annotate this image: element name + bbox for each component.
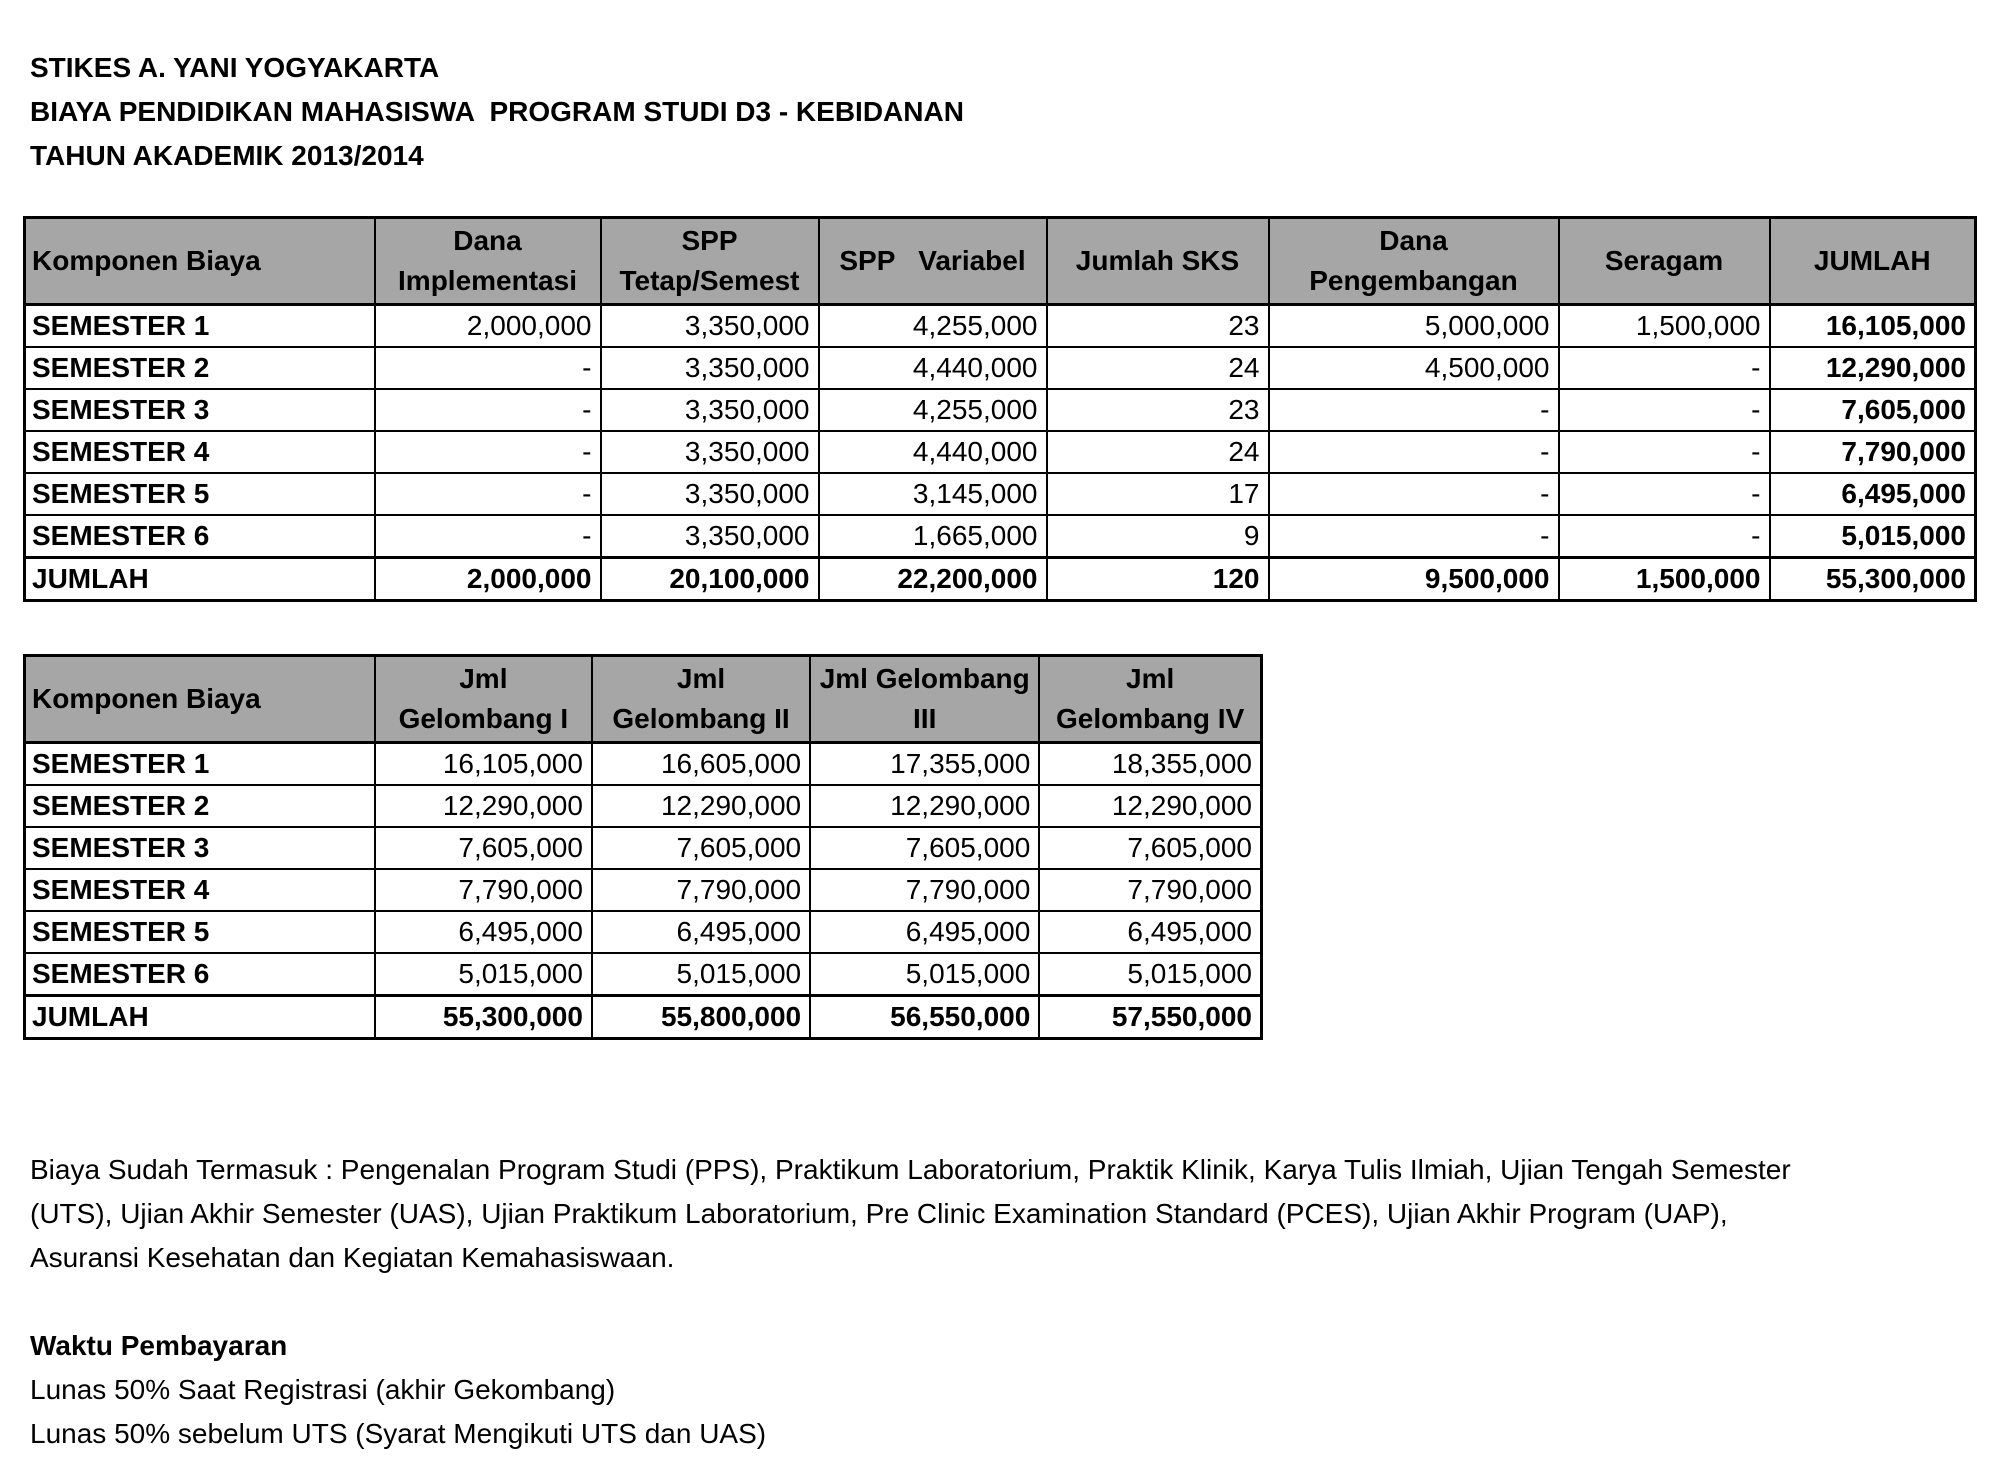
cell-seragam: - [1559,473,1770,515]
cell-gelombang-3: 6,495,000 [810,911,1039,953]
cell-gelombang-1: 12,290,000 [375,785,592,827]
cell-jumlah-sks: 23 [1047,305,1269,348]
cell-gelombang-3: 7,790,000 [810,869,1039,911]
table-total-row [25,558,1976,601]
header-gelombang-1: Jml Gelombang I [375,656,592,743]
header-komponen-biaya: Komponen Biaya [25,656,375,743]
total-gelombang-4: 57,550,000 [1039,996,1261,1039]
cell-gelombang-2: 7,790,000 [592,869,810,911]
cell-jumlah: 6,495,000 [1770,473,1976,515]
cell-jumlah: 7,790,000 [1770,431,1976,473]
table-row [25,347,1976,389]
total-label: JUMLAH [25,996,375,1039]
cell-spp-variabel: 4,255,000 [819,305,1047,348]
cell-gelombang-4: 18,355,000 [1039,743,1261,786]
header-spp-tetap: SPP Tetap/Semest [601,218,819,305]
cell-gelombang-2: 7,605,000 [592,827,810,869]
cell-spp-tetap: 3,350,000 [601,347,819,389]
row-label: SEMESTER 4 [25,869,375,911]
note-line: (UTS), Ujian Akhir Semester (UAS), Ujian Praktikum Laboratorium, Pre Clinic Examination Standard (PCES), Ujian Akhir Program (UAP), [30,1198,1728,1229]
row-label: SEMESTER 5 [25,911,375,953]
note-line: Asuransi Kesehatan dan Kegiatan Kemahasiswaan. [30,1242,675,1273]
cell-spp-variabel: 4,255,000 [819,389,1047,431]
total-gelombang-1: 55,300,000 [375,996,592,1039]
row-label: SEMESTER 3 [25,827,375,869]
cell-jumlah: 12,290,000 [1770,347,1976,389]
cell-jumlah-sks: 9 [1047,515,1269,558]
cell-gelombang-3: 17,355,000 [810,743,1039,786]
cell-spp-tetap: 3,350,000 [601,305,819,348]
cell-spp-tetap: 3,350,000 [601,389,819,431]
table-row [25,743,1262,786]
wave-totals-table [23,654,1263,1040]
cell-jumlah-sks: 17 [1047,473,1269,515]
cell-dana-implementasi: - [375,389,601,431]
cell-gelombang-1: 5,015,000 [375,953,592,996]
total-jumlah: 55,300,000 [1770,558,1976,601]
header-jumlah-sks: Jumlah SKS [1047,218,1269,305]
payment-line: Lunas 50% Saat Registrasi (akhir Gekombang) [30,1374,616,1405]
cell-gelombang-1: 7,790,000 [375,869,592,911]
cell-dana-pengembangan: 4,500,000 [1269,347,1559,389]
cell-gelombang-3: 7,605,000 [810,827,1039,869]
table-row [25,911,1262,953]
total-gelombang-2: 55,800,000 [592,996,810,1039]
cell-gelombang-3: 12,290,000 [810,785,1039,827]
cell-spp-tetap: 3,350,000 [601,431,819,473]
cell-gelombang-4: 7,790,000 [1039,869,1261,911]
cell-seragam: - [1559,431,1770,473]
cell-spp-variabel: 4,440,000 [819,431,1047,473]
cell-jumlah: 5,015,000 [1770,515,1976,558]
cell-dana-implementasi: - [375,515,601,558]
cell-dana-implementasi: - [375,347,601,389]
included-costs-note [30,1148,1970,1280]
cell-dana-implementasi: - [375,431,601,473]
fee-breakdown-table [23,216,1977,602]
table-row [25,473,1976,515]
cell-jumlah-sks: 24 [1047,431,1269,473]
cell-spp-variabel: 1,665,000 [819,515,1047,558]
cell-spp-variabel: 3,145,000 [819,473,1047,515]
table-row [25,389,1976,431]
table-header-row [25,656,1262,743]
row-label: SEMESTER 6 [25,953,375,996]
cell-dana-pengembangan: - [1269,389,1559,431]
row-label: SEMESTER 2 [25,785,375,827]
cell-seragam: - [1559,389,1770,431]
header-jumlah: JUMLAH [1770,218,1976,305]
row-label: SEMESTER 5 [25,473,375,515]
cell-gelombang-2: 12,290,000 [592,785,810,827]
cell-gelombang-2: 6,495,000 [592,911,810,953]
cell-gelombang-4: 12,290,000 [1039,785,1261,827]
payment-heading: Waktu Pembayaran [30,1330,288,1361]
total-spp-tetap: 20,100,000 [601,558,819,601]
cell-jumlah-sks: 23 [1047,389,1269,431]
cell-dana-pengembangan: - [1269,431,1559,473]
cell-jumlah-sks: 24 [1047,347,1269,389]
note-line: Biaya Sudah Termasuk : Pengenalan Program Studi (PPS), Praktikum Laboratorium, Praktik Klinik, Karya Tulis Ilmiah, Ujian Tengah Semester [30,1154,1791,1185]
header-gelombang-4: Jml Gelombang IV [1039,656,1261,743]
total-seragam: 1,500,000 [1559,558,1770,601]
cell-gelombang-2: 5,015,000 [592,953,810,996]
table-row [25,785,1262,827]
table-row [25,869,1262,911]
total-spp-variabel: 22,200,000 [819,558,1047,601]
title-program: BIAYA PENDIDIKAN MAHASISWA PROGRAM STUDI D3 - KEBIDANAN [30,96,964,127]
table-row [25,953,1262,996]
cell-gelombang-1: 7,605,000 [375,827,592,869]
cell-dana-pengembangan: 5,000,000 [1269,305,1559,348]
table-row [25,305,1976,348]
header-seragam: Seragam [1559,218,1770,305]
table-total-row [25,996,1262,1039]
row-label: SEMESTER 1 [25,305,375,348]
table-row [25,827,1262,869]
table-row [25,431,1976,473]
row-label: SEMESTER 2 [25,347,375,389]
cell-dana-pengembangan: - [1269,515,1559,558]
row-label: SEMESTER 1 [25,743,375,786]
header-dana-pengembangan: Dana Pengembangan [1269,218,1559,305]
header-gelombang-3: Jml Gelombang III [810,656,1039,743]
cell-gelombang-1: 16,105,000 [375,743,592,786]
cell-gelombang-4: 5,015,000 [1039,953,1261,996]
total-gelombang-3: 56,550,000 [810,996,1039,1039]
total-dana-pengembangan: 9,500,000 [1269,558,1559,601]
cell-gelombang-4: 6,495,000 [1039,911,1261,953]
document-title [30,46,964,178]
cell-gelombang-1: 6,495,000 [375,911,592,953]
row-label: SEMESTER 4 [25,431,375,473]
title-year: TAHUN AKADEMIK 2013/2014 [30,140,424,171]
cell-seragam: - [1559,515,1770,558]
cell-jumlah: 16,105,000 [1770,305,1976,348]
cell-dana-implementasi: - [375,473,601,515]
header-gelombang-2: Jml Gelombang II [592,656,810,743]
cell-gelombang-3: 5,015,000 [810,953,1039,996]
row-label: SEMESTER 3 [25,389,375,431]
header-komponen-biaya: Komponen Biaya [25,218,375,305]
payment-line: Lunas 50% sebelum UTS (Syarat Mengikuti UTS dan UAS) [30,1418,767,1449]
header-spp-variabel: SPP Variabel [819,218,1047,305]
cell-spp-variabel: 4,440,000 [819,347,1047,389]
header-dana-implementasi: Dana Implementasi [375,218,601,305]
cell-jumlah: 7,605,000 [1770,389,1976,431]
table-header-row [25,218,1976,305]
cell-seragam: 1,500,000 [1559,305,1770,348]
cell-gelombang-4: 7,605,000 [1039,827,1261,869]
total-label: JUMLAH [25,558,375,601]
cell-seragam: - [1559,347,1770,389]
table-row [25,515,1976,558]
title-institution: STIKES A. YANI YOGYAKARTA [30,52,440,83]
cell-gelombang-2: 16,605,000 [592,743,810,786]
row-label: SEMESTER 6 [25,515,375,558]
cell-spp-tetap: 3,350,000 [601,473,819,515]
payment-schedule [30,1324,766,1456]
cell-spp-tetap: 3,350,000 [601,515,819,558]
total-dana-implementasi: 2,000,000 [375,558,601,601]
total-jumlah-sks: 120 [1047,558,1269,601]
cell-dana-implementasi: 2,000,000 [375,305,601,348]
cell-dana-pengembangan: - [1269,473,1559,515]
